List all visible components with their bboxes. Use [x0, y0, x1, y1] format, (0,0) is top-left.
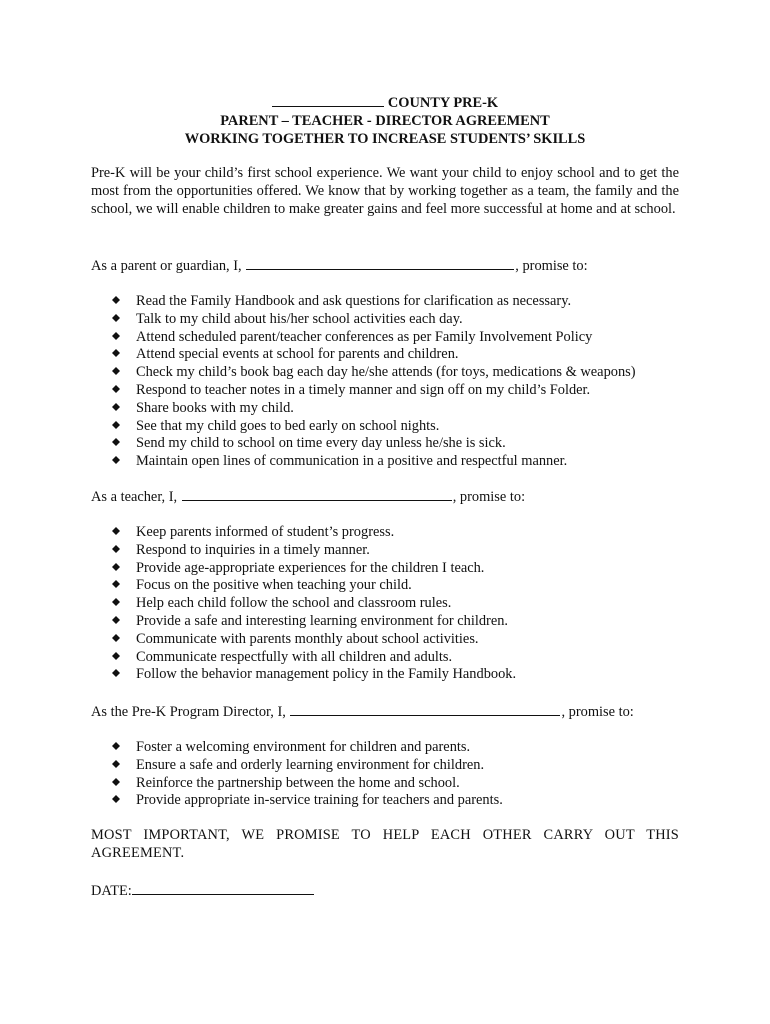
list-item: Talk to my child about his/her school activities each day. [91, 310, 679, 328]
diamond-bullet-icon [112, 760, 120, 768]
list-item: Follow the behavior management policy in the Family Handbook. [91, 665, 679, 683]
list-item: Read the Family Handbook and ask questions for clarification as necessary. [91, 292, 679, 310]
header-line-county [0, 94, 770, 112]
diamond-bullet-icon [112, 349, 120, 357]
closing-statement: MOST IMPORTANT, WE PROMISE TO HELP EACH OTHER CARRY OUT THIS AGREEMENT. [91, 827, 679, 861]
parent-promise-list [91, 292, 679, 470]
date-field[interactable] [132, 880, 314, 895]
list-item: Help each child follow the school and classroom rules. [91, 594, 679, 612]
diamond-bullet-icon [112, 296, 120, 304]
list-item: Reinforce the partnership between the home and school. [91, 774, 679, 792]
list-item: See that my child goes to bed early on school nights. [91, 417, 679, 435]
diamond-bullet-icon [112, 795, 120, 803]
director-promise-list [91, 738, 679, 809]
teacher-section [91, 486, 679, 683]
director-tail-text: , promise to: [561, 704, 634, 720]
header-subtitle: WORKING TOGETHER TO INCREASE STUDENTS’ SKILLS [184, 131, 586, 147]
diamond-bullet-icon [112, 634, 120, 642]
header-county-title: COUNTY PRE-K [387, 95, 499, 111]
diamond-bullet-icon [112, 314, 120, 322]
date-line [91, 880, 679, 900]
list-item: Ensure a safe and orderly learning environment for children. [91, 756, 679, 774]
diamond-bullet-icon [112, 367, 120, 375]
document-header [0, 94, 770, 148]
list-item: Communicate with parents monthly about school activities. [91, 630, 679, 648]
diamond-bullet-icon [112, 438, 120, 446]
list-item: Focus on the positive when teaching your child. [91, 576, 679, 594]
list-item: Check my child’s book bag each day he/she attends (for toys, medications & weapons) [91, 363, 679, 381]
diamond-bullet-icon [112, 332, 120, 340]
diamond-bullet-icon [112, 580, 120, 588]
diamond-bullet-icon [112, 456, 120, 464]
parent-tail-text: , promise to: [515, 258, 588, 274]
teacher-lead-text: As a teacher, I, [91, 489, 178, 505]
diamond-bullet-icon [112, 385, 120, 393]
diamond-bullet-icon [112, 616, 120, 624]
parent-name-field[interactable] [246, 255, 514, 270]
date-label: DATE: [91, 883, 132, 899]
director-section [91, 701, 679, 809]
header-agreement-title: PARENT – TEACHER - DIRECTOR AGREEMENT [220, 113, 550, 129]
teacher-name-field[interactable] [182, 486, 452, 501]
parent-lead-text: As a parent or guardian, I, [91, 258, 242, 274]
diamond-bullet-icon [112, 527, 120, 535]
list-item: Communicate respectfully with all children and adults. [91, 648, 679, 666]
diamond-bullet-icon [112, 778, 120, 786]
director-name-field[interactable] [290, 701, 560, 716]
list-item: Attend scheduled parent/teacher conferences as per Family Involvement Policy [91, 328, 679, 346]
list-item: Respond to teacher notes in a timely manner and sign off on my child’s Folder. [91, 381, 679, 399]
diamond-bullet-icon [112, 563, 120, 571]
teacher-promise-list [91, 523, 679, 683]
diamond-bullet-icon [112, 598, 120, 606]
list-item: Provide a safe and interesting learning environment for children. [91, 612, 679, 630]
list-item: Respond to inquiries in a timely manner. [91, 541, 679, 559]
teacher-tail-text: , promise to: [452, 489, 526, 505]
list-item: Foster a welcoming environment for children and parents. [91, 738, 679, 756]
director-promise-line [91, 701, 679, 721]
list-item: Send my child to school on time every day unless he/she is sick. [91, 434, 679, 452]
diamond-bullet-icon [112, 421, 120, 429]
list-item: Attend special events at school for parents and children. [91, 345, 679, 363]
county-blank-field[interactable] [272, 94, 384, 107]
list-item: Keep parents informed of student’s progress. [91, 523, 679, 541]
list-item: Provide age-appropriate experiences for the children I teach. [91, 559, 679, 577]
parent-section [91, 255, 679, 470]
director-lead-text: As the Pre-K Program Director, I, [91, 704, 286, 720]
list-item: Provide appropriate in-service training for teachers and parents. [91, 791, 679, 809]
diamond-bullet-icon [112, 403, 120, 411]
diamond-bullet-icon [112, 652, 120, 660]
list-item: Share books with my child. [91, 399, 679, 417]
teacher-promise-line [91, 486, 679, 506]
diamond-bullet-icon [112, 742, 120, 750]
intro-paragraph: Pre-K will be your child’s first school experience. We want your child to enjoy school and to get the most from the opportunities offered. We know that by working together as a team, the family and the school, we will enable children to make greater gains and feel more successful at home and at school. [91, 165, 679, 217]
diamond-bullet-icon [112, 545, 120, 553]
parent-promise-line [91, 255, 679, 275]
list-item: Maintain open lines of communication in a positive and respectful manner. [91, 452, 679, 470]
diamond-bullet-icon [112, 669, 120, 677]
